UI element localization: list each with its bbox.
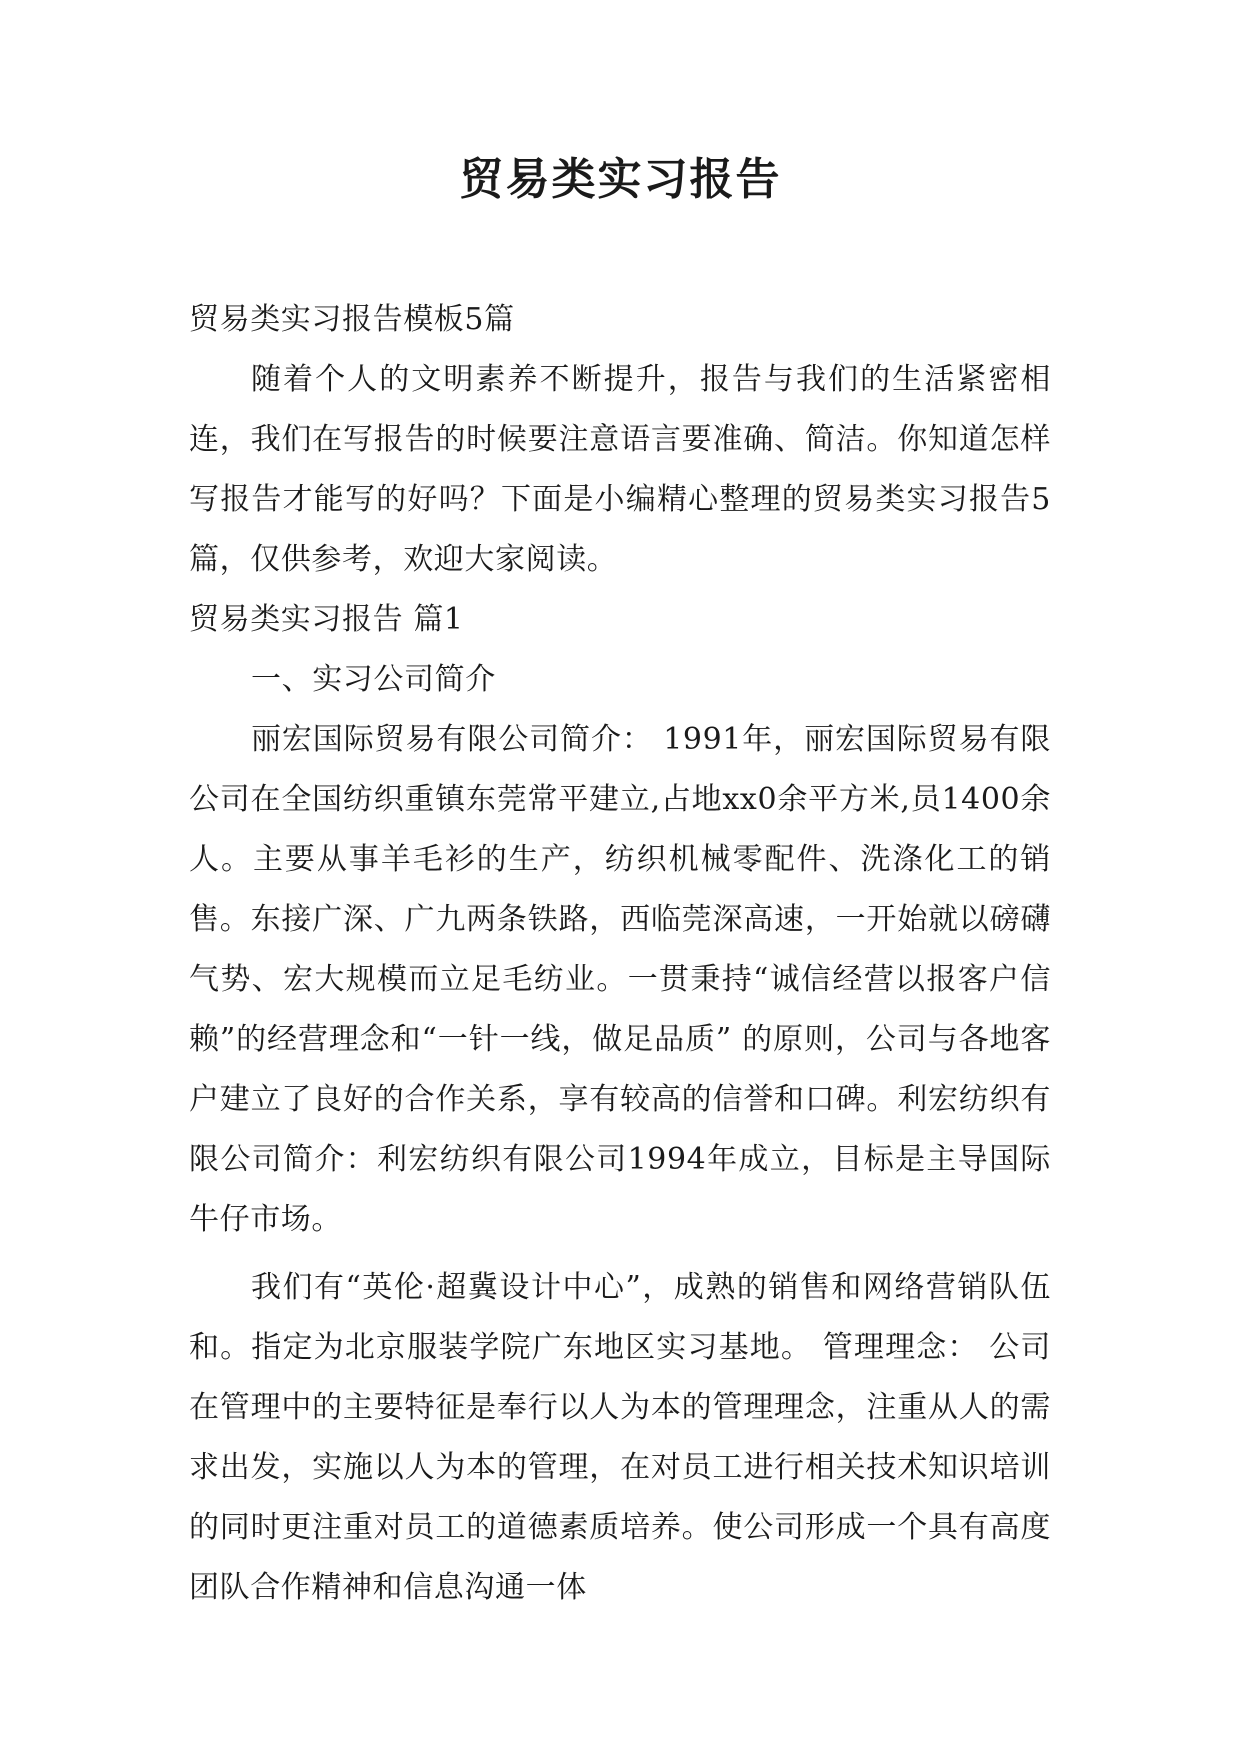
document-body (189, 290, 1051, 1618)
company-intro-paragraph: 丽宏国际贸易有限公司简介： 1991年，丽宏国际贸易有限公司在全国纺织重镇东莞常平建立,占地xx0余平方米,员1400余人。主要从事羊毛衫的生产，纺织机械零配件、洗涤化工的销售。东接广深、广九两条铁路，西临莞深高速，一开始就以磅礴气势、宏大规模而立足毛纺业。一贯秉持“诚信经营以报客户信赖”的经营理念和“一针一线，做足品质” 的原则，公司与各地客户建立了良好的合作关系，享有较高的信誉和口碑。利宏纺织有限公司简介：利宏纺织有限公司1994年成立，目标是主导国际牛仔市场。 (189, 722, 1051, 1237)
management-paragraph: 我们有“英伦·超冀设计中心”，成熟的销售和网络营销队伍和。指定为北京服装学院广东地区实习基地。 管理理念： 公司在管理中的主要特征是奉行以人为本的管理理念，注重从人的需求出发，实施以人为本的管理，在对员工进行相关技术知识培训的同时更注重对员工的道德素质培养。使公司形成一个具有高度团队合作精神和信息沟通一体 (189, 1270, 1051, 1605)
document-title: 贸易类实习报告 (459, 154, 782, 205)
subtitle-line: 贸易类实习报告模板5篇 (189, 302, 515, 337)
subsection-heading: 一、实习公司简介 (251, 662, 496, 697)
section-heading: 贸易类实习报告 篇1 (189, 602, 464, 637)
intro-paragraph: 随着个人的文明素养不断提升，报告与我们的生活紧密相连，我们在写报告的时候要注意语言要准确、简洁。你知道怎样写报告才能写的好吗？下面是小编精心整理的贸易类实习报告5篇，仅供参考，欢迎大家阅读。 (189, 362, 1051, 577)
